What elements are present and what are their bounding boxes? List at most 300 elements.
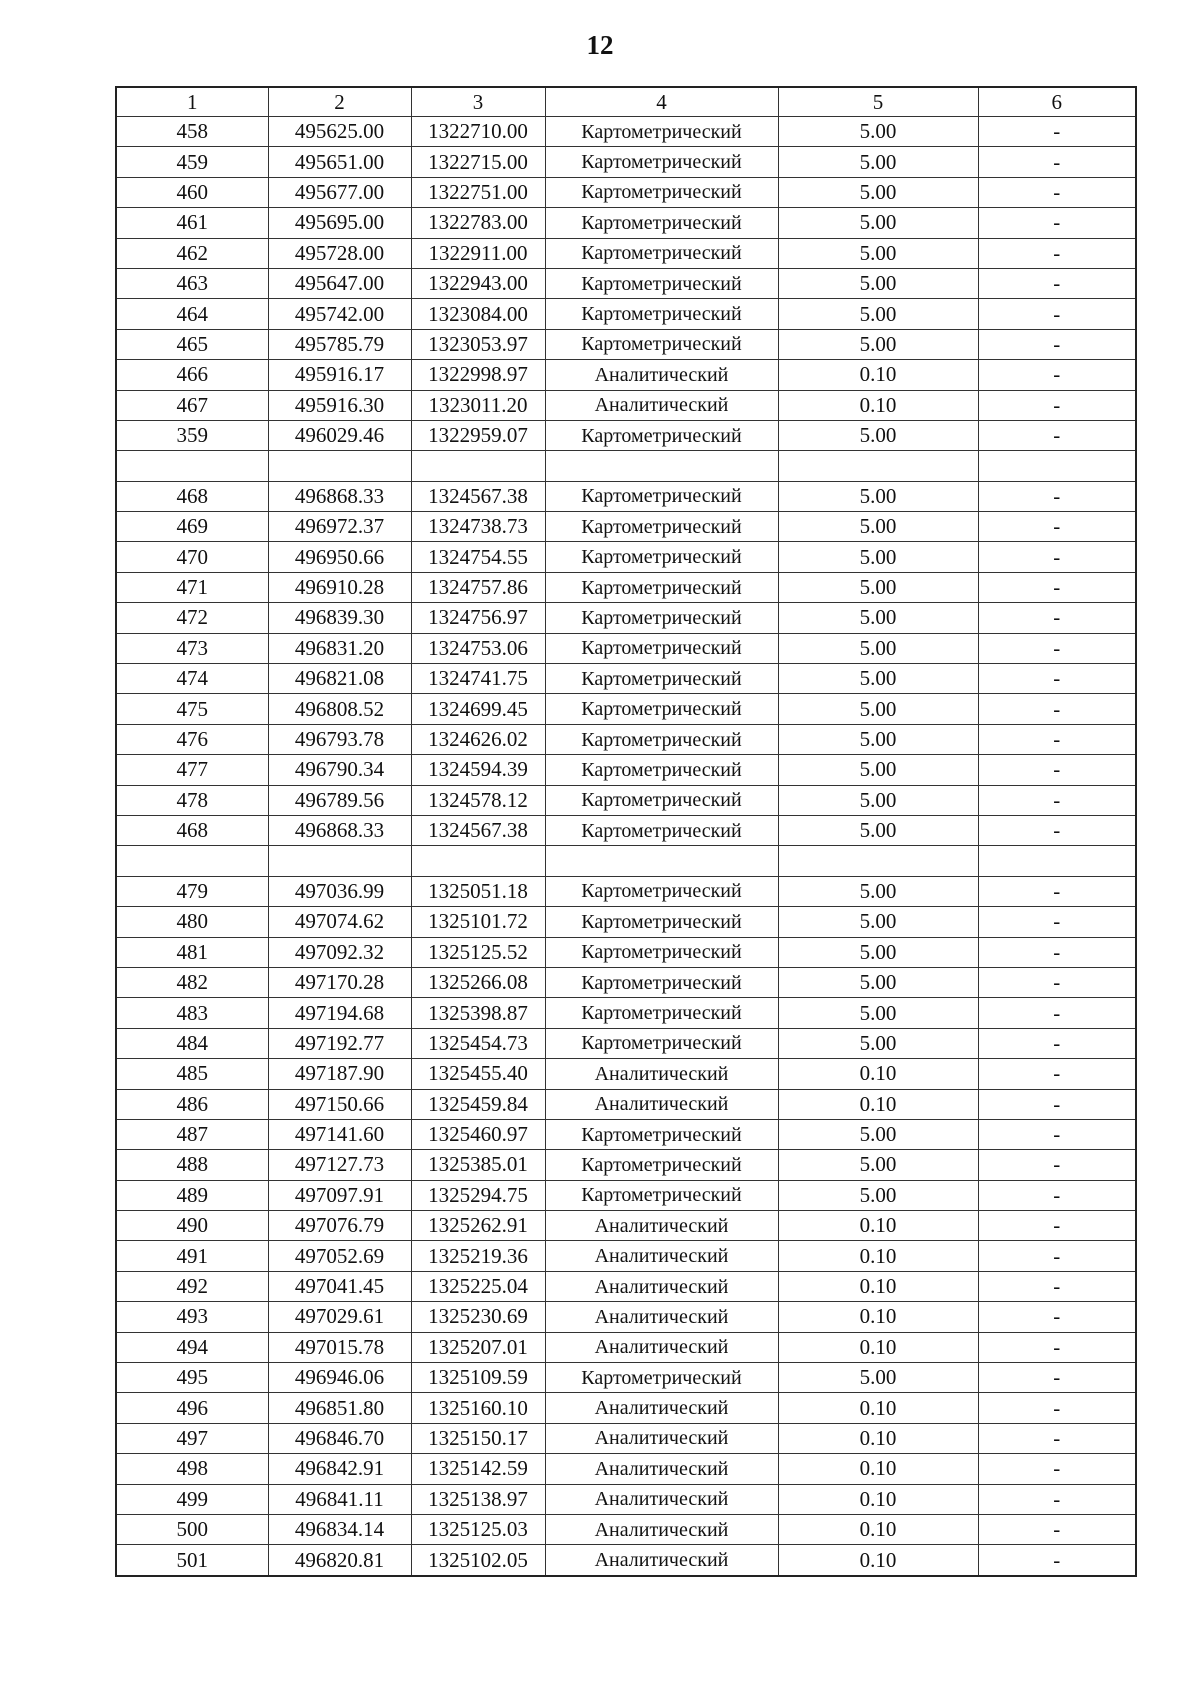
table-row <box>116 512 1136 542</box>
note-cell: - <box>978 329 1136 359</box>
note-cell: - <box>978 481 1136 511</box>
x-coordinate-cell: 496789.56 <box>268 785 411 815</box>
y-coordinate-cell: 1324757.86 <box>411 572 545 602</box>
point-number-cell: 479 <box>116 876 268 906</box>
note-cell: - <box>978 1454 1136 1484</box>
table-row <box>116 1454 1136 1484</box>
method-cell: Картометрический <box>545 633 778 663</box>
y-coordinate-cell: 1325454.73 <box>411 1028 545 1058</box>
y-coordinate-cell: 1325398.87 <box>411 998 545 1028</box>
method-cell: Аналитический <box>545 1089 778 1119</box>
x-coordinate-cell: 497041.45 <box>268 1271 411 1301</box>
method-cell <box>545 451 778 481</box>
method-cell: Картометрический <box>545 572 778 602</box>
accuracy-cell: 5.00 <box>778 694 978 724</box>
x-coordinate-cell: 496972.37 <box>268 512 411 542</box>
table-row <box>116 1241 1136 1271</box>
accuracy-cell: 0.10 <box>778 1514 978 1544</box>
x-coordinate-cell: 495916.17 <box>268 360 411 390</box>
point-number-cell: 469 <box>116 512 268 542</box>
table-row <box>116 1545 1136 1576</box>
point-number-cell: 499 <box>116 1484 268 1514</box>
y-coordinate-cell: 1324567.38 <box>411 481 545 511</box>
method-cell: Аналитический <box>545 390 778 420</box>
accuracy-cell: 0.10 <box>778 1545 978 1576</box>
note-cell: - <box>978 1241 1136 1271</box>
accuracy-cell: 5.00 <box>778 268 978 298</box>
accuracy-cell: 0.10 <box>778 390 978 420</box>
x-coordinate-cell: 496029.46 <box>268 420 411 450</box>
y-coordinate-cell: 1325225.04 <box>411 1271 545 1301</box>
table-row <box>116 603 1136 633</box>
note-cell: - <box>978 1150 1136 1180</box>
x-coordinate-cell: 496820.81 <box>268 1545 411 1576</box>
point-number-cell: 486 <box>116 1089 268 1119</box>
y-coordinate-cell: 1324738.73 <box>411 512 545 542</box>
table-header-row <box>116 87 1136 117</box>
accuracy-cell: 5.00 <box>778 755 978 785</box>
y-coordinate-cell: 1322998.97 <box>411 360 545 390</box>
table-row <box>116 360 1136 390</box>
note-cell: - <box>978 390 1136 420</box>
accuracy-cell: 0.10 <box>778 1423 978 1453</box>
accuracy-cell: 5.00 <box>778 998 978 1028</box>
y-coordinate-cell: 1325125.52 <box>411 937 545 967</box>
x-coordinate-cell: 497097.91 <box>268 1180 411 1210</box>
method-cell: Картометрический <box>545 694 778 724</box>
table-row <box>116 907 1136 937</box>
point-number-cell <box>116 846 268 876</box>
note-cell: - <box>978 1119 1136 1149</box>
accuracy-cell: 5.00 <box>778 481 978 511</box>
point-number-cell: 461 <box>116 208 268 238</box>
method-cell: Картометрический <box>545 329 778 359</box>
x-coordinate-cell: 496950.66 <box>268 542 411 572</box>
x-coordinate-cell <box>268 451 411 481</box>
point-number-cell: 495 <box>116 1363 268 1393</box>
x-coordinate-cell: 495651.00 <box>268 147 411 177</box>
method-cell: Картометрический <box>545 1180 778 1210</box>
x-coordinate-cell: 496834.14 <box>268 1514 411 1544</box>
note-cell: - <box>978 1423 1136 1453</box>
x-coordinate-cell: 497052.69 <box>268 1241 411 1271</box>
y-coordinate-cell: 1325160.10 <box>411 1393 545 1423</box>
y-coordinate-cell: 1325138.97 <box>411 1484 545 1514</box>
note-cell: - <box>978 785 1136 815</box>
x-coordinate-cell: 497074.62 <box>268 907 411 937</box>
note-cell: - <box>978 1180 1136 1210</box>
table-row <box>116 785 1136 815</box>
y-coordinate-cell: 1322943.00 <box>411 268 545 298</box>
point-number-cell: 497 <box>116 1423 268 1453</box>
table-row <box>116 937 1136 967</box>
x-coordinate-cell: 495916.30 <box>268 390 411 420</box>
table-row <box>116 147 1136 177</box>
method-cell: Картометрический <box>545 815 778 845</box>
table-row <box>116 724 1136 754</box>
method-cell: Аналитический <box>545 1545 778 1576</box>
page-number: 12 <box>586 30 614 60</box>
table-row <box>116 1514 1136 1544</box>
y-coordinate-cell: 1322911.00 <box>411 238 545 268</box>
note-cell: - <box>978 542 1136 572</box>
table-row <box>116 451 1136 481</box>
y-coordinate-cell: 1325150.17 <box>411 1423 545 1453</box>
x-coordinate-cell: 497170.28 <box>268 967 411 997</box>
accuracy-cell: 0.10 <box>778 360 978 390</box>
point-number-cell: 467 <box>116 390 268 420</box>
note-cell: - <box>978 268 1136 298</box>
accuracy-cell: 5.00 <box>778 177 978 207</box>
accuracy-cell: 5.00 <box>778 937 978 967</box>
point-number-cell: 464 <box>116 299 268 329</box>
point-number-cell: 480 <box>116 907 268 937</box>
y-coordinate-cell: 1324626.02 <box>411 724 545 754</box>
note-cell: - <box>978 1211 1136 1241</box>
table-row <box>116 1302 1136 1332</box>
method-cell: Аналитический <box>545 1211 778 1241</box>
method-cell: Аналитический <box>545 1241 778 1271</box>
point-number-cell: 496 <box>116 1393 268 1423</box>
method-cell: Картометрический <box>545 147 778 177</box>
method-cell: Картометрический <box>545 876 778 906</box>
accuracy-cell: 5.00 <box>778 967 978 997</box>
note-cell: - <box>978 724 1136 754</box>
accuracy-cell: 5.00 <box>778 876 978 906</box>
point-number-cell: 476 <box>116 724 268 754</box>
x-coordinate-cell: 496790.34 <box>268 755 411 785</box>
point-number-cell: 472 <box>116 603 268 633</box>
y-coordinate-cell: 1323084.00 <box>411 299 545 329</box>
table-row <box>116 299 1136 329</box>
method-cell <box>545 846 778 876</box>
point-number-cell: 459 <box>116 147 268 177</box>
y-coordinate-cell: 1325266.08 <box>411 967 545 997</box>
method-cell: Аналитический <box>545 1514 778 1544</box>
y-coordinate-cell: 1324754.55 <box>411 542 545 572</box>
accuracy-cell: 5.00 <box>778 238 978 268</box>
accuracy-cell: 0.10 <box>778 1454 978 1484</box>
column-header-6: 6 <box>978 87 1136 117</box>
table-row <box>116 268 1136 298</box>
table-row <box>116 967 1136 997</box>
accuracy-cell: 5.00 <box>778 147 978 177</box>
note-cell: - <box>978 177 1136 207</box>
table-row <box>116 815 1136 845</box>
method-cell: Картометрический <box>545 998 778 1028</box>
point-number-cell: 477 <box>116 755 268 785</box>
method-cell: Аналитический <box>545 1484 778 1514</box>
table-row <box>116 1150 1136 1180</box>
point-number-cell: 466 <box>116 360 268 390</box>
point-number-cell: 468 <box>116 481 268 511</box>
x-coordinate-cell: 497015.78 <box>268 1332 411 1362</box>
table-body <box>116 117 1136 1576</box>
x-coordinate-cell <box>268 846 411 876</box>
method-cell: Картометрический <box>545 603 778 633</box>
point-number-cell: 473 <box>116 633 268 663</box>
accuracy-cell: 5.00 <box>778 117 978 147</box>
point-number-cell: 489 <box>116 1180 268 1210</box>
table-row <box>116 1180 1136 1210</box>
table-row <box>116 1423 1136 1453</box>
y-coordinate-cell: 1325459.84 <box>411 1089 545 1119</box>
note-cell: - <box>978 238 1136 268</box>
x-coordinate-cell: 496842.91 <box>268 1454 411 1484</box>
x-coordinate-cell: 496851.80 <box>268 1393 411 1423</box>
method-cell: Картометрический <box>545 1150 778 1180</box>
y-coordinate-cell: 1323053.97 <box>411 329 545 359</box>
point-number-cell: 462 <box>116 238 268 268</box>
point-number-cell: 463 <box>116 268 268 298</box>
y-coordinate-cell <box>411 451 545 481</box>
y-coordinate-cell: 1325294.75 <box>411 1180 545 1210</box>
table-row <box>116 664 1136 694</box>
x-coordinate-cell: 497141.60 <box>268 1119 411 1149</box>
note-cell: - <box>978 907 1136 937</box>
method-cell: Аналитический <box>545 1059 778 1089</box>
point-number-cell: 485 <box>116 1059 268 1089</box>
accuracy-cell: 5.00 <box>778 329 978 359</box>
accuracy-cell <box>778 846 978 876</box>
note-cell: - <box>978 1271 1136 1301</box>
note-cell <box>978 451 1136 481</box>
table-row <box>116 1271 1136 1301</box>
y-coordinate-cell: 1325460.97 <box>411 1119 545 1149</box>
note-cell: - <box>978 1302 1136 1332</box>
accuracy-cell: 0.10 <box>778 1241 978 1271</box>
method-cell: Картометрический <box>545 299 778 329</box>
note-cell: - <box>978 998 1136 1028</box>
table-row <box>116 1211 1136 1241</box>
column-header-4: 4 <box>545 87 778 117</box>
x-coordinate-cell: 497127.73 <box>268 1150 411 1180</box>
x-coordinate-cell: 497192.77 <box>268 1028 411 1058</box>
note-cell: - <box>978 876 1136 906</box>
x-coordinate-cell: 495728.00 <box>268 238 411 268</box>
column-header-5: 5 <box>778 87 978 117</box>
x-coordinate-cell: 496868.33 <box>268 481 411 511</box>
x-coordinate-cell: 495625.00 <box>268 117 411 147</box>
table-row <box>116 1393 1136 1423</box>
x-coordinate-cell: 495785.79 <box>268 329 411 359</box>
point-number-cell: 470 <box>116 542 268 572</box>
y-coordinate-cell: 1322715.00 <box>411 147 545 177</box>
method-cell: Картометрический <box>545 268 778 298</box>
note-cell: - <box>978 937 1136 967</box>
x-coordinate-cell: 496839.30 <box>268 603 411 633</box>
table-row <box>116 329 1136 359</box>
point-number-cell: 483 <box>116 998 268 1028</box>
method-cell: Картометрический <box>545 1028 778 1058</box>
note-cell: - <box>978 420 1136 450</box>
point-number-cell: 500 <box>116 1514 268 1544</box>
point-number-cell: 484 <box>116 1028 268 1058</box>
table-row <box>116 481 1136 511</box>
accuracy-cell: 0.10 <box>778 1484 978 1514</box>
y-coordinate-cell: 1324567.38 <box>411 815 545 845</box>
accuracy-cell: 0.10 <box>778 1271 978 1301</box>
column-header-3: 3 <box>411 87 545 117</box>
y-coordinate-cell: 1322959.07 <box>411 420 545 450</box>
point-number-cell: 481 <box>116 937 268 967</box>
point-number-cell: 493 <box>116 1302 268 1332</box>
x-coordinate-cell: 495647.00 <box>268 268 411 298</box>
note-cell: - <box>978 1393 1136 1423</box>
method-cell: Картометрический <box>545 208 778 238</box>
x-coordinate-cell: 496846.70 <box>268 1423 411 1453</box>
method-cell: Картометрический <box>545 542 778 572</box>
table-row <box>116 420 1136 450</box>
x-coordinate-cell: 497150.66 <box>268 1089 411 1119</box>
x-coordinate-cell: 496910.28 <box>268 572 411 602</box>
y-coordinate-cell: 1322751.00 <box>411 177 545 207</box>
table-row <box>116 238 1136 268</box>
note-cell: - <box>978 1089 1136 1119</box>
point-number-cell: 494 <box>116 1332 268 1362</box>
point-number-cell: 487 <box>116 1119 268 1149</box>
note-cell: - <box>978 117 1136 147</box>
y-coordinate-cell: 1325455.40 <box>411 1059 545 1089</box>
note-cell: - <box>978 1363 1136 1393</box>
accuracy-cell: 5.00 <box>778 664 978 694</box>
accuracy-cell: 5.00 <box>778 633 978 663</box>
accuracy-cell: 5.00 <box>778 572 978 602</box>
table-row <box>116 390 1136 420</box>
accuracy-cell: 5.00 <box>778 1150 978 1180</box>
accuracy-cell: 5.00 <box>778 542 978 572</box>
method-cell: Картометрический <box>545 1119 778 1149</box>
accuracy-cell: 0.10 <box>778 1059 978 1089</box>
point-number-cell: 359 <box>116 420 268 450</box>
x-coordinate-cell: 496821.08 <box>268 664 411 694</box>
point-number-cell: 501 <box>116 1545 268 1576</box>
point-number-cell: 460 <box>116 177 268 207</box>
method-cell: Картометрический <box>545 420 778 450</box>
accuracy-cell: 5.00 <box>778 512 978 542</box>
table-row <box>116 694 1136 724</box>
x-coordinate-cell: 496831.20 <box>268 633 411 663</box>
point-number-cell: 492 <box>116 1271 268 1301</box>
y-coordinate-cell: 1324753.06 <box>411 633 545 663</box>
y-coordinate-cell: 1325109.59 <box>411 1363 545 1393</box>
note-cell: - <box>978 664 1136 694</box>
method-cell: Картометрический <box>545 785 778 815</box>
method-cell: Аналитический <box>545 1302 778 1332</box>
point-number-cell: 471 <box>116 572 268 602</box>
y-coordinate-cell: 1322710.00 <box>411 117 545 147</box>
accuracy-cell: 5.00 <box>778 724 978 754</box>
y-coordinate-cell: 1324594.39 <box>411 755 545 785</box>
accuracy-cell: 5.00 <box>778 1028 978 1058</box>
x-coordinate-cell: 497036.99 <box>268 876 411 906</box>
accuracy-cell: 5.00 <box>778 1119 978 1149</box>
table-row <box>116 542 1136 572</box>
method-cell: Картометрический <box>545 664 778 694</box>
coordinates-table <box>115 86 1137 1577</box>
y-coordinate-cell: 1324741.75 <box>411 664 545 694</box>
accuracy-cell: 5.00 <box>778 208 978 238</box>
accuracy-cell: 5.00 <box>778 815 978 845</box>
table-row <box>116 755 1136 785</box>
method-cell: Картометрический <box>545 1363 778 1393</box>
accuracy-cell: 5.00 <box>778 1180 978 1210</box>
accuracy-cell: 5.00 <box>778 785 978 815</box>
y-coordinate-cell: 1325262.91 <box>411 1211 545 1241</box>
table-row <box>116 876 1136 906</box>
y-coordinate-cell: 1324756.97 <box>411 603 545 633</box>
note-cell: - <box>978 1484 1136 1514</box>
method-cell: Картометрический <box>545 512 778 542</box>
x-coordinate-cell: 497092.32 <box>268 937 411 967</box>
point-number-cell: 478 <box>116 785 268 815</box>
method-cell: Аналитический <box>545 1454 778 1484</box>
table-row <box>116 1363 1136 1393</box>
x-coordinate-cell: 496793.78 <box>268 724 411 754</box>
accuracy-cell: 0.10 <box>778 1211 978 1241</box>
note-cell: - <box>978 1028 1136 1058</box>
accuracy-cell: 5.00 <box>778 907 978 937</box>
x-coordinate-cell: 497076.79 <box>268 1211 411 1241</box>
point-number-cell: 491 <box>116 1241 268 1271</box>
column-header-2: 2 <box>268 87 411 117</box>
method-cell: Аналитический <box>545 1271 778 1301</box>
y-coordinate-cell: 1325207.01 <box>411 1332 545 1362</box>
y-coordinate-cell: 1325101.72 <box>411 907 545 937</box>
note-cell: - <box>978 755 1136 785</box>
accuracy-cell: 0.10 <box>778 1089 978 1119</box>
x-coordinate-cell: 496868.33 <box>268 815 411 845</box>
method-cell: Картометрический <box>545 967 778 997</box>
note-cell: - <box>978 360 1136 390</box>
y-coordinate-cell: 1324578.12 <box>411 785 545 815</box>
x-coordinate-cell: 496808.52 <box>268 694 411 724</box>
note-cell: - <box>978 147 1136 177</box>
note-cell <box>978 846 1136 876</box>
accuracy-cell: 5.00 <box>778 603 978 633</box>
x-coordinate-cell: 496841.11 <box>268 1484 411 1514</box>
note-cell: - <box>978 299 1136 329</box>
method-cell: Картометрический <box>545 117 778 147</box>
method-cell: Аналитический <box>545 1423 778 1453</box>
table-row <box>116 846 1136 876</box>
column-header-1: 1 <box>116 87 268 117</box>
method-cell: Картометрический <box>545 177 778 207</box>
table-row <box>116 117 1136 147</box>
note-cell: - <box>978 1545 1136 1576</box>
accuracy-cell: 5.00 <box>778 299 978 329</box>
note-cell: - <box>978 633 1136 663</box>
x-coordinate-cell: 495695.00 <box>268 208 411 238</box>
x-coordinate-cell: 497187.90 <box>268 1059 411 1089</box>
note-cell: - <box>978 694 1136 724</box>
method-cell: Аналитический <box>545 360 778 390</box>
point-number-cell <box>116 451 268 481</box>
y-coordinate-cell: 1325230.69 <box>411 1302 545 1332</box>
y-coordinate-cell: 1325219.36 <box>411 1241 545 1271</box>
y-coordinate-cell: 1325051.18 <box>411 876 545 906</box>
y-coordinate-cell: 1325385.01 <box>411 1150 545 1180</box>
y-coordinate-cell: 1322783.00 <box>411 208 545 238</box>
y-coordinate-cell: 1325102.05 <box>411 1545 545 1576</box>
point-number-cell: 498 <box>116 1454 268 1484</box>
table-row <box>116 1028 1136 1058</box>
method-cell: Аналитический <box>545 1332 778 1362</box>
method-cell: Аналитический <box>545 1393 778 1423</box>
table-row <box>116 633 1136 663</box>
point-number-cell: 468 <box>116 815 268 845</box>
table-row <box>116 1119 1136 1149</box>
